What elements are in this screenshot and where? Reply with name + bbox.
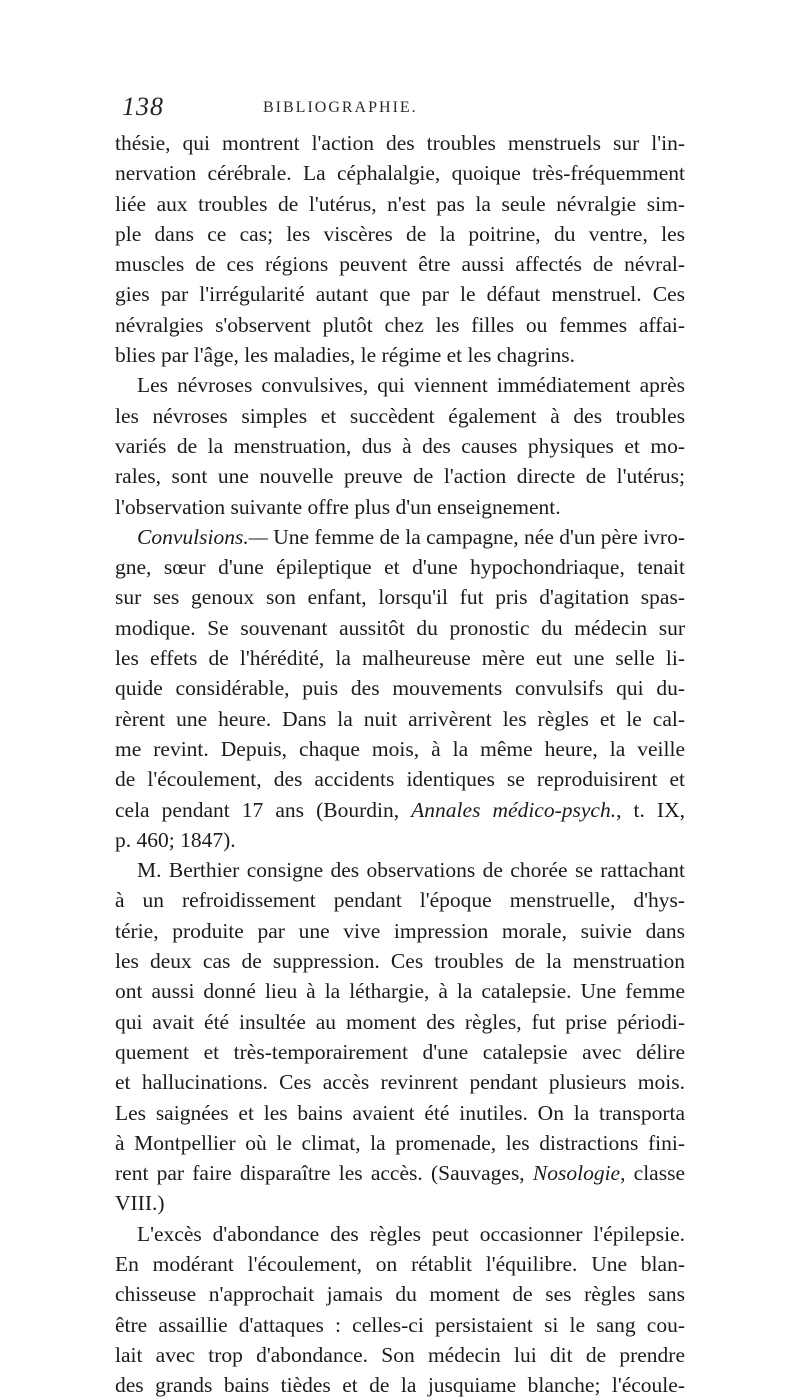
text-line: être assaillie d'attaques : celles-ci persistaient si le sang cou-	[115, 1312, 685, 1337]
text-line: ple dans ce cas; les viscères de la poitrine, du ventre, les	[115, 221, 685, 246]
text-line: nervation cérébrale. La céphalalgie, quoique très-fréquemment	[115, 161, 685, 186]
text-line-convulsions	[115, 522, 685, 552]
text-line: à Montpellier où le climat, la promenade, les distractions fini-	[115, 1130, 685, 1155]
annales-volume: , t. IX,	[616, 797, 685, 822]
citation-text: cela pendant 17 ans (Bourdin,	[115, 797, 412, 822]
text-line-nosologie	[115, 1158, 685, 1188]
text-line: les deux cas de suppression. Ces troubles de la menstruation	[115, 949, 685, 974]
text-line: qui avait été insultée au moment des règles, fut prise périodi-	[115, 1009, 685, 1034]
text-line: ont aussi donné lieu à la léthargie, à la catalepsie. Une femme	[115, 979, 685, 1004]
text-line: thésie, qui montrent l'action des troubles menstruels sur l'in-	[115, 131, 685, 155]
text-line: des grands bains tièdes et de la jusquiame blanche; l'écoule-	[115, 1373, 685, 1398]
nosologie-title: Nosologie	[532, 1161, 621, 1186]
text-line: VIII.)	[115, 1191, 165, 1216]
text-line-annales	[115, 795, 685, 825]
text-line: quement et très-temporairement d'une catalepsie avec délire	[115, 1039, 685, 1064]
body-text	[115, 128, 685, 1398]
text-line: et hallucinations. Ces accès revinrent pendant plusieurs mois.	[115, 1070, 685, 1095]
text-line: muscles de ces régions peuvent être aussi affectés de névral-	[115, 252, 685, 277]
convulsions-heading: Convulsions.—	[137, 524, 268, 549]
text-line: l'observation suivante offre plus d'un enseignement.	[115, 494, 561, 519]
text-line: à un refroidissement pendant l'époque menstruelle, d'hys-	[115, 888, 685, 913]
text-line: rèrent une heure. Dans la nuit arrivèrent les règles et le cal-	[115, 706, 685, 731]
running-head: BIBLIOGRAPHIE.	[263, 99, 418, 116]
text-line: chisseuse n'approchait jamais du moment de ses règles sans	[115, 1282, 685, 1307]
nosologie-class: , classe	[620, 1161, 685, 1186]
page-header	[118, 88, 678, 128]
text-line: variés de la menstruation, dus à des causes physiques et mo-	[115, 433, 685, 458]
text-line: de l'écoulement, des accidents identiques se reproduisirent et	[115, 767, 685, 792]
text-line: blies par l'âge, les maladies, le régime et les chagrins.	[115, 343, 575, 368]
sauvages-text: rent par faire disparaître les accès. (Sauvages,	[115, 1161, 533, 1186]
text-line: M. Berthier consigne des observations de chorée se rattachant	[137, 858, 685, 883]
text-line: modique. Se souvenant aussitôt du pronostic du médecin sur	[115, 615, 685, 640]
text-line: gies par l'irrégularité autant que par le défaut menstruel. Ces	[115, 282, 685, 307]
text-line: névralgies s'observent plutôt chez les filles ou femmes affai-	[115, 312, 685, 337]
text-line: rales, sont une nouvelle preuve de l'action directe de l'utérus;	[115, 464, 685, 489]
text-line: Les névroses convulsives, qui viennent immédiatement après	[137, 373, 685, 398]
convulsions-text: Une femme de la campagne, née d'un père ivro-	[273, 524, 685, 549]
text-line: Les saignées et les bains avaient été inutiles. On la transporta	[115, 1100, 685, 1125]
text-line: lait avec trop d'abondance. Son médecin lui dit de prendre	[115, 1342, 685, 1367]
text-line: les névroses simples et succèdent également à des troubles	[115, 403, 685, 428]
text-line: térie, produite par une vive impression morale, suivie dans	[115, 918, 685, 943]
page-number: 138	[122, 92, 164, 121]
text-line: p. 460; 1847).	[115, 827, 236, 852]
text-line: gne, sœur d'une épileptique et d'une hypochondriaque, tenait	[115, 555, 685, 580]
text-line: me revint. Depuis, chaque mois, à la même heure, la veille	[115, 736, 685, 761]
text-line: sur ses genoux son enfant, lorsqu'il fut pris d'agitation spas-	[115, 585, 685, 610]
text-line: En modérant l'écoulement, on rétablit l'équilibre. Une blan-	[115, 1251, 685, 1276]
text-line: quide considérable, puis des mouvements convulsifs qui du-	[115, 676, 685, 701]
text-line: L'excès d'abondance des règles peut occasionner l'épilepsie.	[137, 1221, 685, 1246]
text-line: les effets de l'hérédité, la malheureuse mère eut une selle li-	[115, 646, 685, 671]
annales-title: Annales médico-psych.	[411, 797, 617, 822]
text-line: liée aux troubles de l'utérus, n'est pas la seule névralgie sim-	[115, 191, 685, 216]
